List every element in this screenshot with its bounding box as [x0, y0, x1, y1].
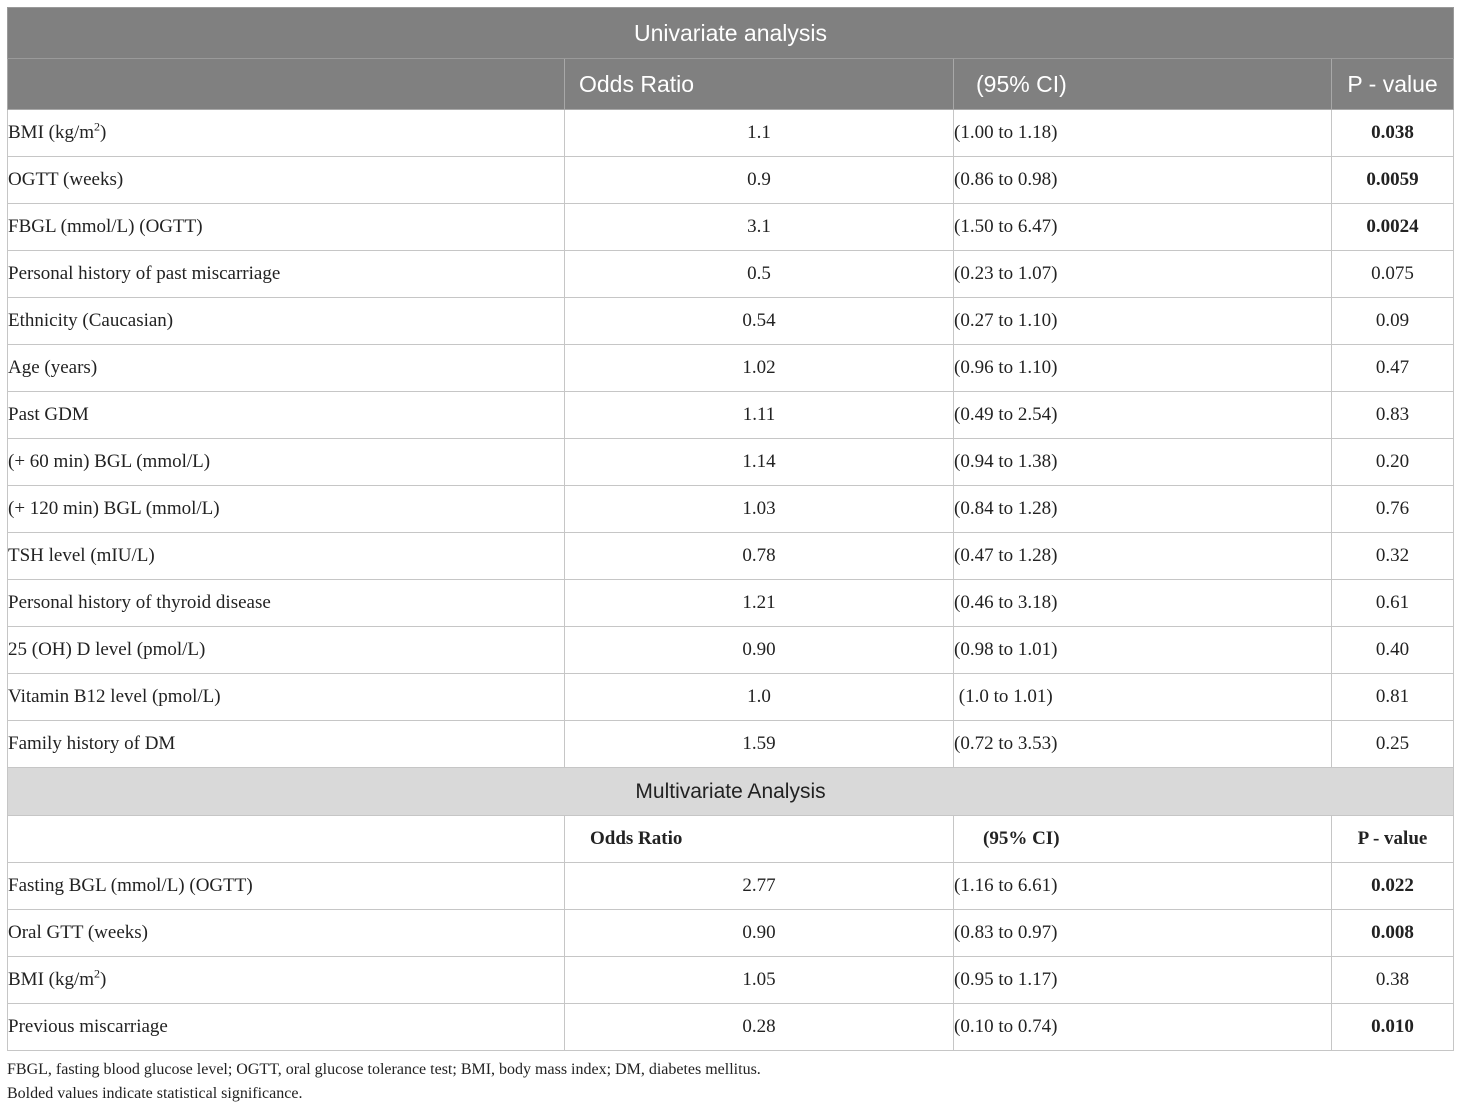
table-footnotes [7, 1058, 761, 1106]
confidence-interval-cell: (1.16 to 6.61) [954, 863, 1332, 910]
multivariate-header-odds-ratio: Odds Ratio [565, 816, 954, 863]
p-value-cell: 0.47 [1332, 345, 1454, 392]
row-label [8, 863, 565, 910]
significance-note: Bolded values indicate statistical significance. [7, 1085, 303, 1102]
p-value-cell: 0.83 [1332, 392, 1454, 439]
row-label-text: TSH level (mIU/L) [8, 545, 155, 566]
odds-ratio-cell: 0.90 [565, 910, 954, 957]
p-value-cell: 0.038 [1332, 110, 1454, 157]
odds-ratio-cell: 1.1 [565, 110, 954, 157]
univariate-section-header [8, 8, 1454, 59]
p-value-cell: 0.76 [1332, 486, 1454, 533]
confidence-interval-cell: (0.83 to 0.97) [954, 910, 1332, 957]
multivariate-header-p-value: P - value [1332, 816, 1454, 863]
row-label [8, 486, 565, 533]
abbreviations-note: FBGL, fasting blood glucose level; OGTT, oral glucose tolerance test; BMI, body mass index; DM, diabetes mellitus. [7, 1061, 761, 1078]
row-label [8, 580, 565, 627]
odds-ratio-cell: 1.05 [565, 957, 954, 1004]
confidence-interval-cell: (0.23 to 1.07) [954, 251, 1332, 298]
odds-ratio-cell: 0.78 [565, 533, 954, 580]
row-label-text: Age (years) [8, 357, 98, 378]
row-label-text: Past GDM [8, 404, 89, 425]
confidence-interval-cell: (0.96 to 1.10) [954, 345, 1332, 392]
row-label-text: 25 (OH) D level (pmol/L) [8, 639, 206, 660]
table-row [8, 863, 1454, 910]
row-label [8, 1004, 565, 1051]
table-row [8, 721, 1454, 768]
p-value-cell: 0.20 [1332, 439, 1454, 486]
table-row [8, 627, 1454, 674]
p-value-cell: 0.38 [1332, 957, 1454, 1004]
p-value-cell: 0.40 [1332, 627, 1454, 674]
row-label [8, 157, 565, 204]
multivariate-header-label [8, 816, 565, 863]
row-label-text: Personal history of thyroid disease [8, 592, 271, 613]
confidence-interval-cell: (0.95 to 1.17) [954, 957, 1332, 1004]
odds-ratio-cell: 2.77 [565, 863, 954, 910]
row-label [8, 110, 565, 157]
table-row [8, 486, 1454, 533]
p-value-cell: 0.0059 [1332, 157, 1454, 204]
confidence-interval-cell: (0.27 to 1.10) [954, 298, 1332, 345]
results-table [7, 7, 1454, 1051]
row-label [8, 345, 565, 392]
row-label-text: FBGL (mmol/L) (OGTT) [8, 216, 203, 237]
p-value-cell: 0.075 [1332, 251, 1454, 298]
row-label-text: (+ 60 min) BGL (mmol/L) [8, 451, 211, 472]
odds-ratio-cell: 0.9 [565, 157, 954, 204]
table-row [8, 1004, 1454, 1051]
p-value-cell: 0.008 [1332, 910, 1454, 957]
table-row [8, 251, 1454, 298]
p-value-cell: 0.32 [1332, 533, 1454, 580]
odds-ratio-cell: 1.02 [565, 345, 954, 392]
row-label-text: Personal history of past miscarriage [8, 263, 281, 284]
row-label-tail: ) [100, 122, 107, 143]
confidence-interval-cell: (0.10 to 0.74) [954, 1004, 1332, 1051]
row-label [8, 533, 565, 580]
row-label [8, 910, 565, 957]
p-value-cell: 0.010 [1332, 1004, 1454, 1051]
row-label [8, 251, 565, 298]
p-value-cell: 0.61 [1332, 580, 1454, 627]
row-label-text: BMI (kg/m [8, 969, 95, 990]
table-row [8, 580, 1454, 627]
odds-ratio-cell: 1.59 [565, 721, 954, 768]
row-label [8, 298, 565, 345]
table-row [8, 392, 1454, 439]
univariate-title: Univariate analysis [8, 8, 1454, 59]
confidence-interval-cell: (0.47 to 1.28) [954, 533, 1332, 580]
univariate-header-ci: (95% CI) [954, 59, 1332, 110]
row-label-text: Oral GTT (weeks) [8, 922, 148, 943]
row-label-text: OGTT (weeks) [8, 169, 124, 190]
row-label-superscript: 2 [94, 119, 101, 134]
odds-ratio-cell: 0.54 [565, 298, 954, 345]
row-label-text: Ethnicity (Caucasian) [8, 310, 174, 331]
odds-ratio-cell: 0.5 [565, 251, 954, 298]
confidence-interval-cell: (0.49 to 2.54) [954, 392, 1332, 439]
table-row [8, 674, 1454, 721]
row-label-text: Vitamin B12 level (pmol/L) [8, 686, 221, 707]
table-row [8, 439, 1454, 486]
p-value-cell: 0.81 [1332, 674, 1454, 721]
table-row [8, 957, 1454, 1004]
row-label-superscript: 2 [94, 966, 101, 981]
confidence-interval-cell: (0.84 to 1.28) [954, 486, 1332, 533]
table-row [8, 157, 1454, 204]
multivariate-title: Multivariate Analysis [8, 768, 1454, 816]
row-label [8, 674, 565, 721]
table-row [8, 910, 1454, 957]
table-row [8, 298, 1454, 345]
row-label [8, 392, 565, 439]
table-row [8, 345, 1454, 392]
odds-ratio-cell: 1.14 [565, 439, 954, 486]
row-label-text: (+ 120 min) BGL (mmol/L) [8, 498, 220, 519]
row-label-text: Fasting BGL (mmol/L) (OGTT) [8, 875, 253, 896]
odds-ratio-cell: 1.21 [565, 580, 954, 627]
univariate-column-headers [8, 59, 1454, 110]
p-value-cell: 0.25 [1332, 721, 1454, 768]
row-label [8, 204, 565, 251]
confidence-interval-cell: (1.50 to 6.47) [954, 204, 1332, 251]
odds-ratio-cell: 3.1 [565, 204, 954, 251]
confidence-interval-cell: (1.00 to 1.18) [954, 110, 1332, 157]
confidence-interval-cell: (0.46 to 3.18) [954, 580, 1332, 627]
row-label [8, 627, 565, 674]
odds-ratio-cell: 1.11 [565, 392, 954, 439]
p-value-cell: 0.0024 [1332, 204, 1454, 251]
p-value-cell: 0.09 [1332, 298, 1454, 345]
univariate-header-odds-ratio: Odds Ratio [565, 59, 954, 110]
row-label-text: BMI (kg/m [8, 122, 95, 143]
row-label-tail: ) [100, 969, 107, 990]
confidence-interval-cell: (0.94 to 1.38) [954, 439, 1332, 486]
odds-ratio-cell: 0.90 [565, 627, 954, 674]
row-label-text: Previous miscarriage [8, 1016, 168, 1037]
confidence-interval-cell: (1.0 to 1.01) [954, 674, 1332, 721]
results-table-body [8, 8, 1454, 1051]
confidence-interval-cell: (0.98 to 1.01) [954, 627, 1332, 674]
multivariate-header-ci: (95% CI) [954, 816, 1332, 863]
confidence-interval-cell: (0.86 to 0.98) [954, 157, 1332, 204]
row-label [8, 439, 565, 486]
table-row [8, 204, 1454, 251]
multivariate-column-headers [8, 816, 1454, 863]
row-label-text: Family history of DM [8, 733, 176, 754]
multivariate-section-header [8, 768, 1454, 816]
table-row [8, 110, 1454, 157]
row-label [8, 957, 565, 1004]
univariate-header-p-value: P - value [1332, 59, 1454, 110]
row-label [8, 721, 565, 768]
confidence-interval-cell: (0.72 to 3.53) [954, 721, 1332, 768]
univariate-header-label [8, 59, 565, 110]
odds-ratio-cell: 1.0 [565, 674, 954, 721]
p-value-cell: 0.022 [1332, 863, 1454, 910]
table-row [8, 533, 1454, 580]
odds-ratio-cell: 0.28 [565, 1004, 954, 1051]
odds-ratio-cell: 1.03 [565, 486, 954, 533]
